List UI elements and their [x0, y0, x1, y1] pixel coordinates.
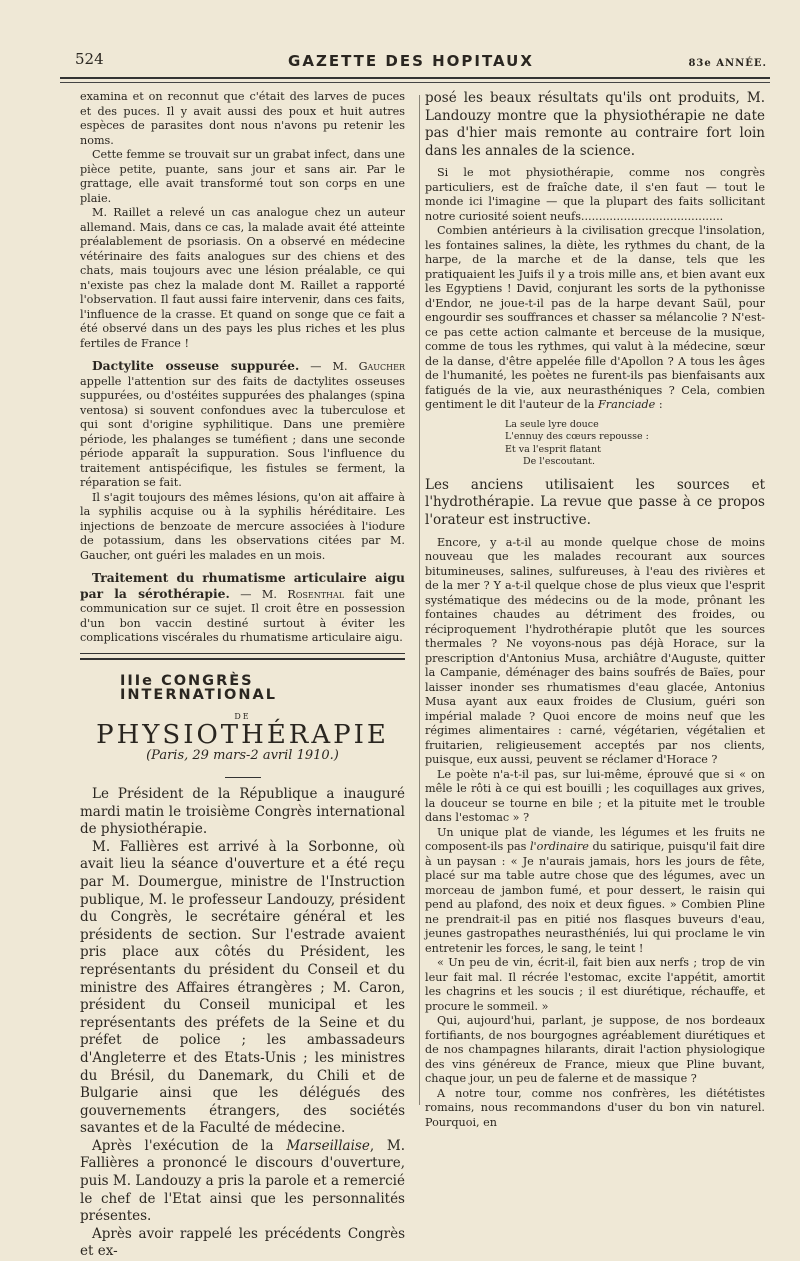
- paragraph: Le poète n'a-t-il pas, sur lui-même, éprouvé que si « on mêle le rôti à ce qui est bouilli ; les coquillages aux grives, la douceur se tourne en bile ; et la pituite met le trouble dans l'estomac » ?: [425, 767, 765, 825]
- paragraph: Qui, aujourd'hui, parlant, je suppose, de nos bordeaux fortifiants, de nos bourgognes agréablement diurétiques et de nos champagnes hilarants, dirait l'action physiologique des vins généreux de France, mieux que Pline buvant, chaque jour, un peu de falerne et de massique ?: [425, 1014, 765, 1086]
- journal-title: GAZETTE DES HOPITAUX: [288, 52, 534, 70]
- paragraph: Un unique plat de viande, les légumes et les fruits ne composent-ils pas l'ordinaire du satirique, puisqu'il fait dire à un paysan : « Je n'aurais jamais, hors les jours de fête, placé sur ma table autre chose que des légumes, avec un morceau de jambon fumé, et pour dessert, le raisin qui pend au plafond, des noix et deux figues. » Combien Pline ne prendrait-il pas en pitié nos flasques buveurs d'eau, jeunes gastropathes neurasthéniés, lui qui proclame le vin entretenir les forces, le sang, le teint !: [425, 825, 765, 955]
- paragraph: Encore, y a-t-il au monde quelque chose de moins nouveau que les malades recourant aux sources bitumineuses, salines, sulfureuses, à l'eau des rivières et de la mer ? Y a-t-il quelque chose de plus vieux que l'esprit systématique des médecins ou de la mode, prônant les fontaines chaudes au détriment des froides, ou réciproquement l'hydrothérapie plutôt que les sources thermales ? Ne voyons-nous pas déjà Horace, sur la prescription d'Antonius Musa, archiâtre d'Auguste, quitter la Campanie, déménager des bains soufrés de Baïes, pour laisser inonder ses rhumatismes d'eau glacée, Antonius Musa ayant aux eaux froides de Clusium, guéri son impérial malade ? Quoi encore de moins neuf que les régimes alimentaires : carné, végétarien, végétalien et fruitarien, religieusement acceptés par nos clients, puisque, eux aussi, peuvent se réclamer d'Horace ?: [425, 535, 765, 767]
- verse-line: La seule lyre douce: [505, 418, 599, 430]
- congress-date: (Paris, 29 mars-2 avril 1910.): [146, 747, 339, 763]
- congress-main-title: PHYSIOTHÉRAPIE: [96, 720, 389, 750]
- paragraph: « Un peu de vin, écrit-il, fait bien aux nerfs ; trop de vin leur fait mal. Il récrée l'estomac, excite l'appétit, amortit les chagrins et les soucis ; il est diurétique, réchauffe, et procure le sommeil. »: [425, 956, 765, 1013]
- paragraph: A notre tour, comme nos confrères, les diététistes romains, nous recommandons d'user du bon vin naturel. Pourquoi, en: [425, 1086, 765, 1129]
- paragraph: M. Fallières est arrivé à la Sorbonne, où avait lieu la séance d'ouverture et a été reçu par M. Doumergue, ministre de l'Instruction publique, M. le professeur Landouzy, président du Congrès, le secrétaire général et les présidents de section. Sur l'estrade avaient pris place aux côtés du Président, les représentants du président du Conseil et du ministre des Affaires étrangères ; M. Caron, président du Conseil municipal et les représentants des préfets de la Seine et du préfet de police ; les ambassadeurs d'Angleterre et des Etats-Unis ; les ministres du Brésil, du Danemark, du Chili et de Bulgarie ainsi que les délégués des gouvernements étrangers, des sociétés savantes et de la Faculté de médecine.: [80, 838, 405, 1137]
- dactylite-paragraph: Dactylite osseuse suppurée. — M. Gaucher appelle l'attention sur des faits de dactylites osseuses suppurées, ou d'ostéites suppurées des phalanges (spina ventosa) si souvent confondues avec la tuberculose et qui sont d'origine syphilitique. Dans une première période, les phalanges se tuméfient ; dans une seconde période apparaît la suppuration. Sous l'influence du traitement antispécifique, les fistules se ferment, la réparation se fait.: [80, 358, 405, 489]
- section-heading: Dactylite osseuse suppurée.: [92, 358, 300, 373]
- congress-de: DE: [234, 711, 251, 721]
- short-divider: [225, 777, 261, 778]
- paragraph: Cette femme se trouvait sur un grabat infect, dans une pièce petite, puante, sans jour et sans air. Par le grattage, elle avait transformé tout son corps en une plaie.: [80, 148, 405, 205]
- paragraph: Si le mot physiothérapie, comme nos congrès particuliers, est de fraîche date, il s'en faut — tout le monde ici l'imagine — que la plupart des faits sollicitant notre curiosité soient neufs........................................: [425, 166, 765, 223]
- right-column: [425, 90, 765, 1130]
- column-separator: [419, 95, 420, 1105]
- author-name: Rosenthal: [287, 587, 345, 601]
- verse-line: Et va l'esprit flatant: [505, 443, 601, 455]
- verse-quote: [505, 419, 765, 469]
- paragraph: posé les beaux résultats qu'ils ont produits, M. Landouzy montre que la physiothérapie ne date pas d'hier mais remonte au contraire fort loin dans les annales de la science.: [425, 90, 765, 159]
- rhumatisme-paragraph: Traitement du rhumatisme articulaire aigu par la sérothérapie. — M. Rosenthal fait une communication sur ce sujet. Il croit être en possession d'un bon vaccin destiné surtout à éviter les complications viscérales du rhumatisme articulaire aigu.: [80, 570, 405, 644]
- page-header: [55, 48, 767, 78]
- year-label: 83e ANNÉE.: [688, 58, 767, 69]
- paragraph: Le Président de la République a inauguré mardi matin le troisième Congrès international de physiothérapie.: [80, 786, 405, 838]
- congress-title: IIIe CONGRÈS INTERNATIONAL: [120, 672, 277, 703]
- verse-line: L'ennuy des cœurs repousse :: [505, 431, 649, 443]
- paragraph: examina et on reconnut que c'était des larves de puces et des puces. Il y avait aussi des poux et huit autres espèces de parasites dont nous n'avons pu retenir les noms.: [80, 90, 405, 147]
- verse-line: De l'escoutant.: [523, 456, 596, 468]
- page-number: 524: [75, 50, 104, 68]
- paragraph: Après avoir rappelé les précédents Congrès et ex-: [80, 1225, 405, 1260]
- header-rule: [60, 77, 770, 79]
- congress-report: [80, 786, 405, 1261]
- paragraph: Il s'agit toujours des mêmes lésions, qu'on ait affaire à la syphilis acquise ou à la syphilis héréditaire. Les injections de benzoate de mercure associées à l'iodure de potassium, dans les observations citées par M. Gaucher, ont guéri les malades en un mois.: [80, 490, 405, 562]
- left-column: [80, 90, 405, 1261]
- author-name: Gaucher: [358, 360, 405, 373]
- paragraph: Après l'exécution de la Marseillaise, M. Fallières a prononcé le discours d'ouverture, puis M. Landouzy a pris la parole et a remercié le chef de l'Etat ainsi que les personnalités présentes.: [80, 1137, 405, 1225]
- paragraph: M. Raillet a relevé un cas analogue chez un auteur allemand. Mais, dans ce cas, la malade avait été atteinte préalablement de psoriasis. On a observé en médecine vétérinaire des faits analogues sur des chiens et des chats, mais toujours avec une lésion préalable, ce qui n'existe pas chez la malade dont M. Raillet a rapporté l'observation. Il faut aussi faire intervenir, dans ces faits, l'influence de la crasse. Et quand on songe que ce fait a été observé dans un des pays les plus riches et les plus fertiles de France !: [80, 206, 405, 350]
- header-rule-thin: [60, 82, 770, 83]
- section-divider: [80, 653, 405, 660]
- paragraph: Les anciens utilisaient les sources et l'hydrothérapie. La revue que passe à ce propos l'orateur est instructive.: [425, 476, 765, 529]
- section-heading: Traitement du rhumatisme articulaire aigu par la sérothérapie.: [80, 570, 405, 601]
- paragraph: Combien antérieurs à la civilisation grecque l'insolation, les fontaines salines, la diète, les rythmes du chant, de la harpe, de la marche et de la danse, tels que les pratiquaient les Juifs il y a trois mille ans, et bien avant eux les Egyptiens ! David, conjurant les sorts de la pythonisse d'Endor, ne joue-t-il pas de la harpe devant Saül, pour engourdir ses souffrances et chasser sa mélancolie ? N'est-ce pas cette action calmante et berceuse de la musique, comme de tous les rythmes, qui valut à la médecine, sœur de la danse, d'être appelée fille d'Apollon ? A tous les âges de l'humanité, les poètes ne furent-ils pas bienfaisants aux fatigués de la vie, aux neurasthéniques ? Cela, combien gentiment le dit l'auteur de la Franciade :: [425, 224, 765, 412]
